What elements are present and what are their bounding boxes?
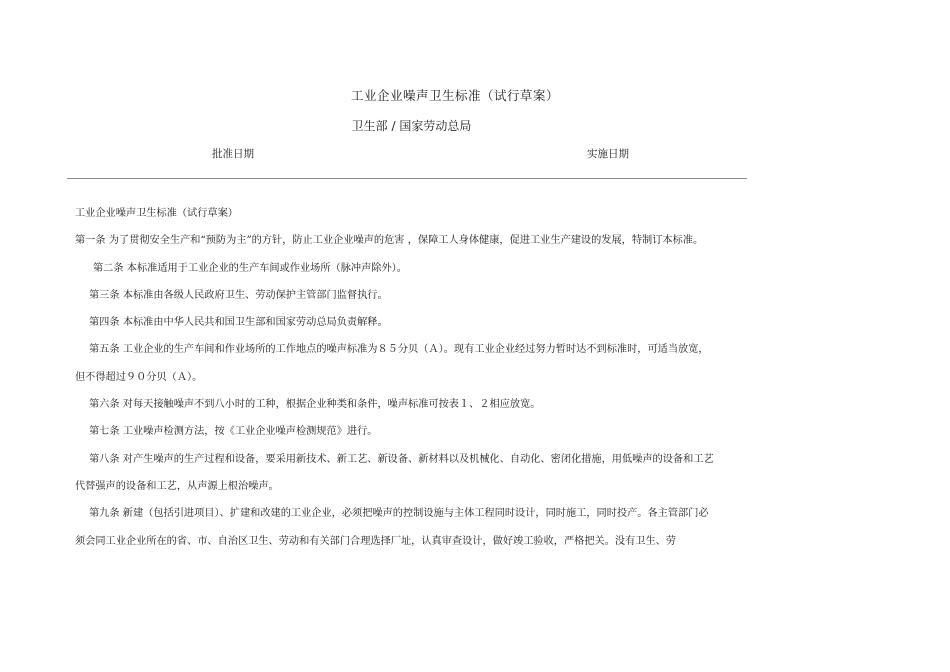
effective-date-label: 实施日期 <box>587 148 629 160</box>
article-1: 第一条 为了贯彻安全生产和“预防为主”的方针，防止工业企业噪声的危害 ，保障工人身体健康，促进工业生产建设的发展，特制订本标准。 <box>75 235 704 247</box>
header-divider <box>67 178 747 179</box>
article-5: 第五条 工业企业的生产车间和作业场所的工作地点的噪声标准为８５分贝（Ａ）。现有工业企业经过努力暂时达不到标准时，可适当放宽，但不得超过９０分贝（Ａ）。 <box>75 344 709 383</box>
body-heading: 工业企业噪声卫生标准（试行草案） <box>75 208 238 219</box>
document-title: 工业企业噪声卫生标准（试行草案） <box>350 88 559 103</box>
article-3: 第三条 本标准由各级人民政府卫生、劳动保护主管部门监督执行。 <box>89 289 388 301</box>
article-2: 第二条 本标准适用于工业企业的生产车间或作业场所（脉冲声除外）。 <box>93 262 407 274</box>
article-8: 第八条 对产生噪声的生产过程和设备，要采用新技术、新工艺、新设备、新材料以及机械化、自动化、密闭化措施，用低噪声的设备和工艺代替强声的设备和工艺，从声源上根治噪声。 <box>75 453 714 492</box>
article-7: 第七条 工业噪声检测方法，按《工业企业噪声检测规范》进行。 <box>89 426 378 438</box>
approval-date-label: 批准日期 <box>212 148 254 160</box>
article-6: 第六条 对每天接触噪声不到八小时的工种，根据企业种类和条件，噪声标准可按表１、２相应放宽。 <box>89 399 541 411</box>
article-9: 第九条 新建（包括引进项目）、扩建和改建的工业企业，必须把噪声的控制设施与主体工程同时设计，同时施工，同时投产。各主管部门必须会同工业企业所在的省、市、自治区卫生、劳动和有关部门合理选择厂址，认真审查设计，做好竣工验收，严格把关。没有卫生、劳 <box>75 508 709 547</box>
article-4: 第四条 本标准由中华人民共和国卫生部和国家劳动总局负责解释。 <box>89 317 388 329</box>
issuing-authority: 卫生部 / 国家劳动总局 <box>351 119 472 133</box>
document-body <box>75 200 715 555</box>
